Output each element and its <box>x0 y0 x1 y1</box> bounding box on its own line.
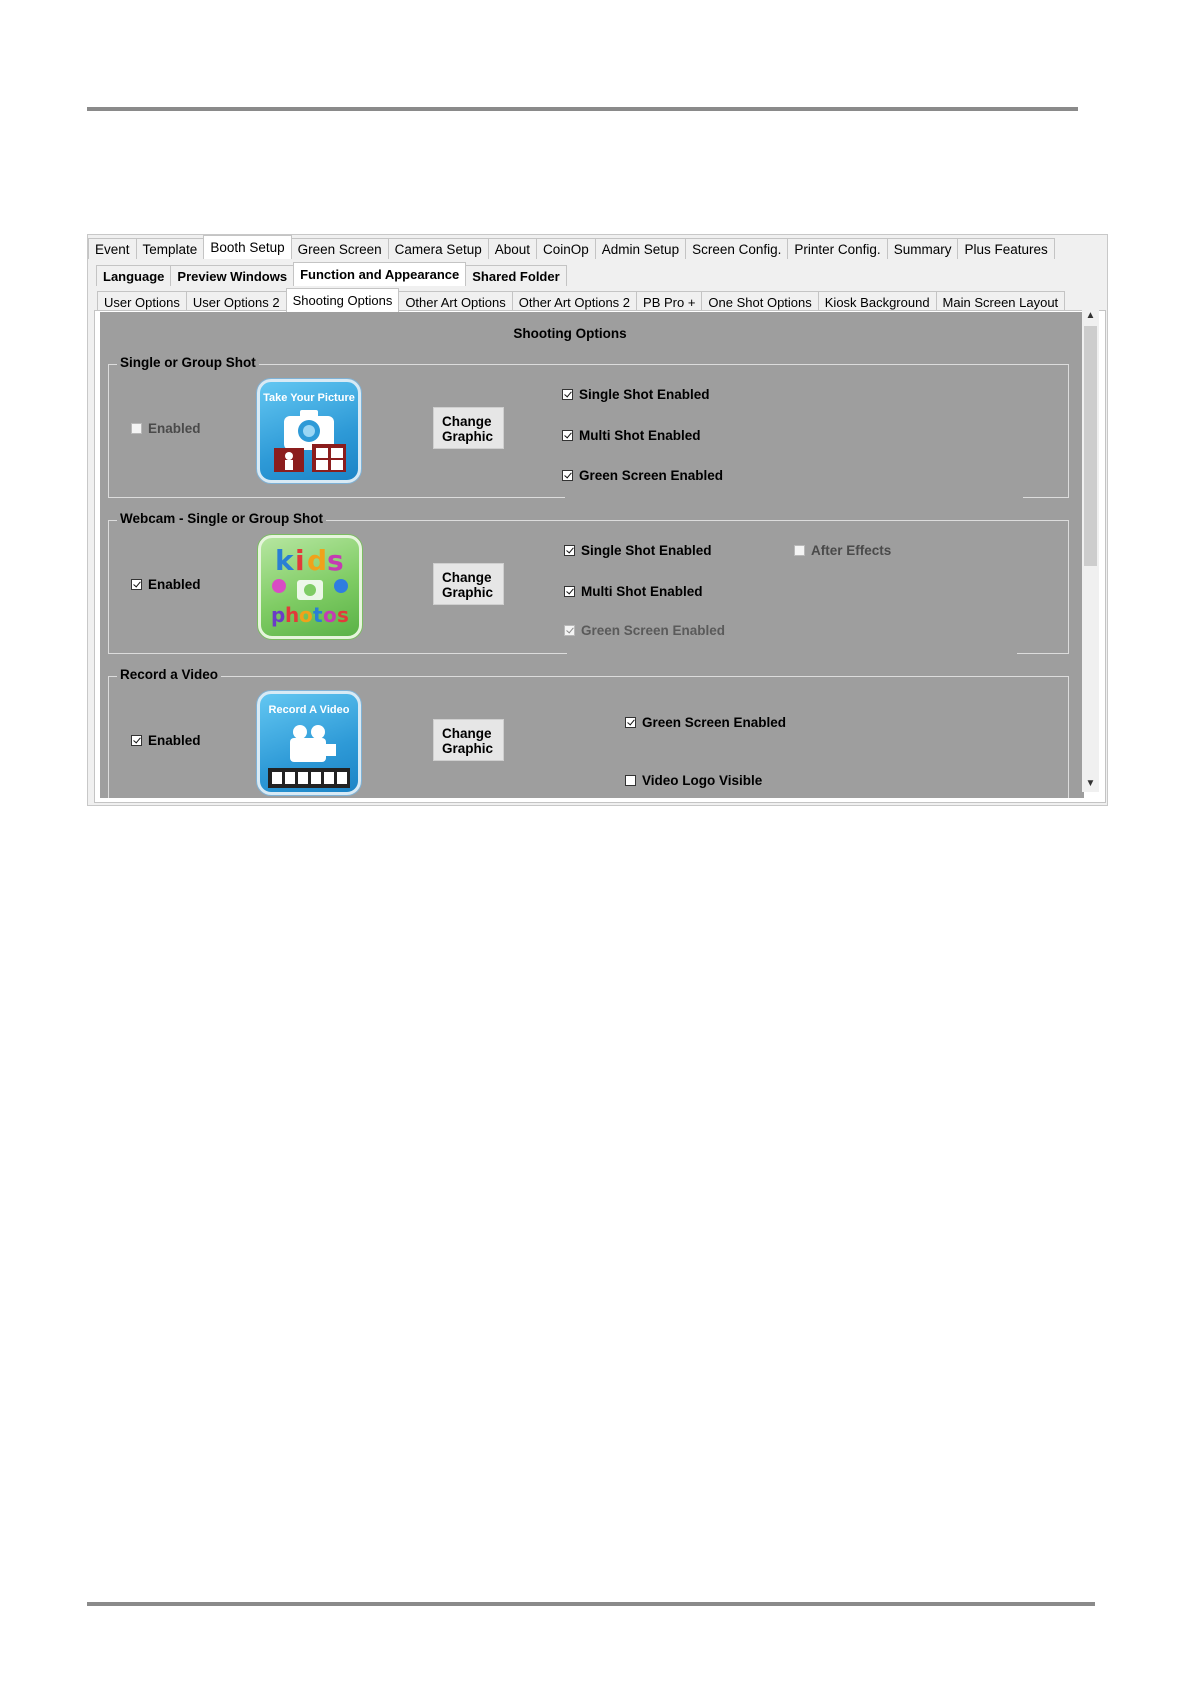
webcam-multi-shot-checkbox[interactable]: Multi Shot Enabled <box>564 584 703 599</box>
tab-booth-setup[interactable]: Booth Setup <box>203 235 291 259</box>
tab-summary[interactable]: Summary <box>887 238 959 259</box>
checkbox-box <box>564 586 575 597</box>
group-title: Record a Video <box>117 667 221 682</box>
svg-text:s: s <box>327 544 344 577</box>
webcam-change-graphic-button[interactable]: Change Graphic <box>433 563 504 605</box>
vertical-scrollbar[interactable] <box>1082 308 1099 792</box>
tab-camera-setup[interactable]: Camera Setup <box>388 238 489 259</box>
group-single-or-group-shot <box>108 355 1069 498</box>
tab-green-screen[interactable]: Green Screen <box>291 238 389 259</box>
checkbox-box <box>625 717 636 728</box>
kids-photos-icon <box>261 538 359 636</box>
checkbox-box <box>562 430 573 441</box>
tab-user-options[interactable]: User Options <box>97 291 187 312</box>
scroll-down-arrow-icon[interactable]: ▼ <box>1085 778 1096 789</box>
tab-admin-setup[interactable]: Admin Setup <box>595 238 686 259</box>
tab-main-screen-layout[interactable]: Main Screen Layout <box>936 291 1066 312</box>
webcam-single-shot-checkbox[interactable]: Single Shot Enabled <box>564 543 712 558</box>
video-camera-icon <box>260 694 358 792</box>
checkbox-box <box>794 545 805 556</box>
tab-about[interactable]: About <box>488 238 537 259</box>
record-a-video-tile: Record A Video <box>257 691 361 795</box>
group-title: Single or Group Shot <box>117 355 259 370</box>
webcam-after-effects-checkbox[interactable]: After Effects <box>794 543 891 558</box>
svg-text:t: t <box>313 603 323 627</box>
svg-text:o: o <box>299 603 313 627</box>
tab-printer-config[interactable]: Printer Config. <box>787 238 887 259</box>
tab-plus-features[interactable]: Plus Features <box>957 238 1054 259</box>
webcam-enabled-checkbox[interactable]: Enabled <box>131 577 201 592</box>
take-your-picture-tile: Take Your Picture <box>257 379 361 483</box>
tab-function-and-appearance[interactable]: Function and Appearance <box>293 262 466 286</box>
single-enabled-checkbox[interactable]: Enabled <box>131 421 201 436</box>
main-tab-bar <box>88 235 1054 259</box>
tab-event[interactable]: Event <box>88 238 137 259</box>
svg-text:d: d <box>307 544 328 577</box>
video-enabled-checkbox[interactable]: Enabled <box>131 733 201 748</box>
video-change-graphic-button[interactable]: Change Graphic <box>433 719 504 761</box>
single-change-graphic-button[interactable]: Change Graphic <box>433 407 504 449</box>
sub-tab-bar <box>96 262 566 286</box>
shooting-options-panel <box>100 312 1084 798</box>
tab-shared-folder[interactable]: Shared Folder <box>465 265 566 286</box>
checkbox-box <box>131 735 142 746</box>
scroll-up-arrow-icon[interactable]: ▲ <box>1085 310 1096 321</box>
svg-text:p: p <box>271 603 286 627</box>
page-top-rule <box>87 107 1078 111</box>
tab-language[interactable]: Language <box>96 265 171 286</box>
camera-icon <box>260 382 358 480</box>
tab-kiosk-background[interactable]: Kiosk Background <box>818 291 937 312</box>
checkbox-box <box>564 625 575 636</box>
svg-text:i: i <box>295 544 305 577</box>
tab-preview-windows[interactable]: Preview Windows <box>170 265 294 286</box>
scroll-thumb[interactable] <box>1084 326 1097 566</box>
settings-window <box>87 234 1108 806</box>
checkbox-box <box>625 775 636 786</box>
checkbox-box <box>562 389 573 400</box>
tab-one-shot-options[interactable]: One Shot Options <box>701 291 818 312</box>
video-green-screen-checkbox[interactable]: Green Screen Enabled <box>625 715 786 730</box>
checkbox-box <box>131 423 142 434</box>
tab-pb-pro-plus[interactable]: PB Pro + <box>636 291 702 312</box>
tab-template[interactable]: Template <box>136 238 205 259</box>
tab-user-options-2[interactable]: User Options 2 <box>186 291 287 312</box>
single-single-shot-checkbox[interactable]: Single Shot Enabled <box>562 387 710 402</box>
svg-text:k: k <box>275 544 294 577</box>
checkbox-box <box>131 579 142 590</box>
svg-text:o: o <box>323 603 337 627</box>
tab-other-art-options-2[interactable]: Other Art Options 2 <box>512 291 637 312</box>
tab-other-art-options[interactable]: Other Art Options <box>398 291 512 312</box>
checkbox-box <box>564 545 575 556</box>
svg-text:s: s <box>337 603 349 627</box>
group-title: Webcam - Single or Group Shot <box>117 511 326 526</box>
single-green-screen-checkbox[interactable]: Green Screen Enabled <box>562 468 723 483</box>
video-logo-visible-checkbox[interactable]: Video Logo Visible <box>625 773 762 788</box>
group-webcam <box>108 511 1069 654</box>
tab-coinop[interactable]: CoinOp <box>536 238 596 259</box>
panel-title: Shooting Options <box>513 326 627 341</box>
webcam-green-screen-checkbox[interactable]: Green Screen Enabled <box>564 623 725 638</box>
single-multi-shot-checkbox[interactable]: Multi Shot Enabled <box>562 428 701 443</box>
options-tab-bar <box>97 288 1064 312</box>
checkbox-box <box>562 470 573 481</box>
page-bottom-rule <box>87 1602 1095 1606</box>
tab-shooting-options[interactable]: Shooting Options <box>286 288 400 312</box>
kids-photos-tile <box>258 535 362 639</box>
svg-text:h: h <box>285 603 300 627</box>
tab-screen-config[interactable]: Screen Config. <box>685 238 788 259</box>
group-record-a-video <box>108 667 1069 798</box>
